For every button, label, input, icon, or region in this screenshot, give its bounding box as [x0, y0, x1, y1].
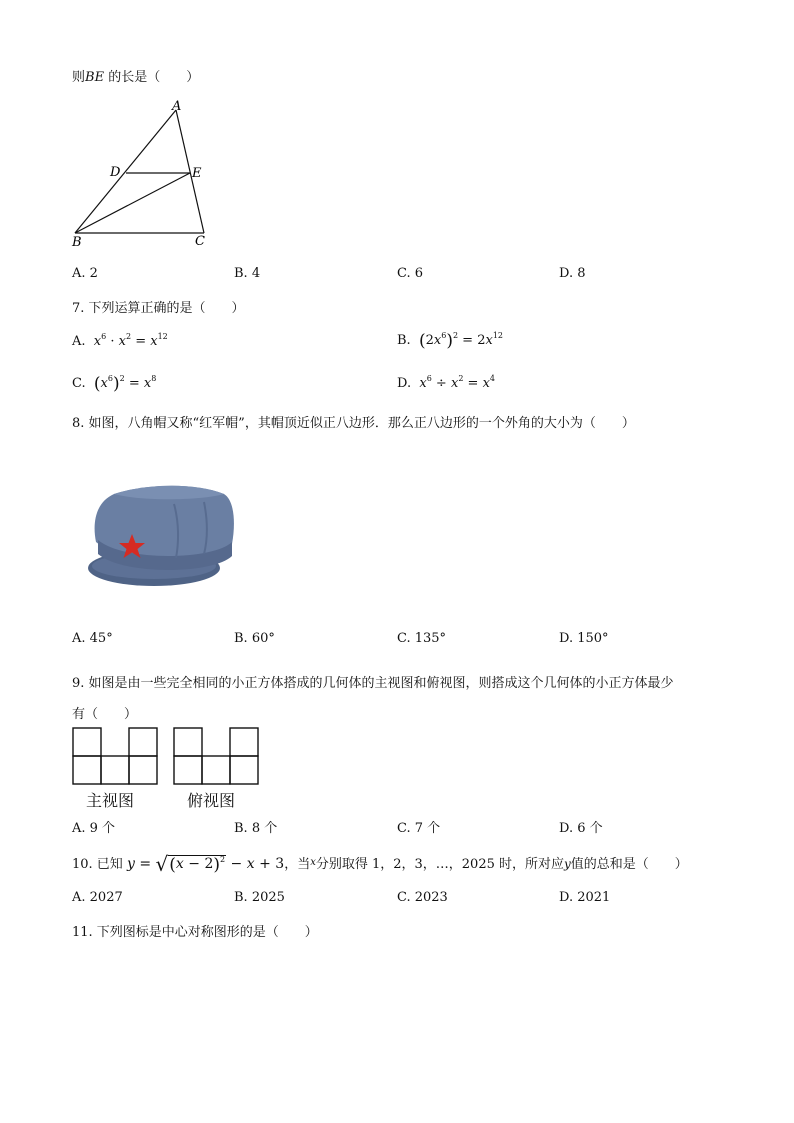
q9-option-b: B. 8 个: [234, 821, 278, 836]
q6-stem: 则BE 的长是（ ）: [72, 70, 200, 85]
q10-stem: 10. 已知 $y = √(x - 2)^2 - x + 3$，当$^x$分别取得 1，2，3，…，2025 时，所对应y值的总和是（ ）: [72, 852, 688, 876]
q6-option-b: B. 4: [234, 266, 261, 281]
front-view-grid: [72, 727, 160, 785]
front-view-label: 主视图: [86, 791, 135, 810]
q8-option-c: C. 135°: [397, 631, 447, 646]
q7-stem: 7. 下列运算正确的是（ ）: [72, 301, 245, 316]
top-view-label: 俯视图: [187, 791, 236, 810]
q9-option-a: A. 9 个: [72, 821, 116, 836]
q8-option-d: D. 150°: [559, 631, 609, 646]
q11-stem: 11. 下列图标是中心对称图形的是（ ）: [72, 925, 318, 940]
q10-option-c: C. 2023: [397, 890, 448, 905]
q8-stem: 8. 如图，八角帽又称“红军帽”，其帽顶近似正八边形．那么正八边形的一个外角的大小为（ ）: [72, 416, 635, 431]
q6-option-a: A. 2: [72, 266, 98, 281]
q9-stem-line2: 有（ ）: [72, 707, 138, 722]
q10-option-a: A. 2027: [72, 890, 123, 905]
q10-option-d: D. 2021: [559, 890, 611, 905]
q6-option-c: C. 6: [397, 266, 424, 281]
vertex-label-b: B: [72, 235, 82, 250]
q9-option-d: D. 6 个: [559, 821, 603, 836]
q7-option-a: A. $x^6 \cdot x^2 = x^{12}$: [72, 332, 168, 349]
vertex-label-a: A: [172, 99, 182, 114]
q10-option-b: B. 2025: [234, 890, 285, 905]
triangle-figure: [62, 96, 222, 252]
q9-stem-line1: 9. 如图是由一些完全相同的小正方体搭成的几何体的主视图和俯视图，则搭成这个几何体的小正方体最少: [72, 676, 674, 691]
q10-formula: $y = √(x - 2)^2 - x + 3$: [126, 852, 285, 876]
q7-option-b: B. $(2x^6)^2 = 2x^{12}$: [397, 331, 504, 351]
q6-option-d: D. 8: [559, 266, 586, 281]
q8-option-a: A. 45°: [72, 631, 113, 646]
q7-option-d: D. $x^6 \div x^2 = x^4$: [397, 374, 496, 391]
vertex-label-d: D: [110, 165, 121, 180]
vertex-label-e: E: [192, 166, 202, 181]
q8-option-b: B. 60°: [234, 631, 275, 646]
top-view-grid: [173, 727, 261, 785]
q9-option-c: C. 7 个: [397, 821, 441, 836]
vertex-label-c: C: [195, 234, 205, 249]
q7-option-c: C. $(x^6)^2 = x^8$: [72, 374, 157, 394]
red-army-hat-image: [84, 482, 239, 600]
